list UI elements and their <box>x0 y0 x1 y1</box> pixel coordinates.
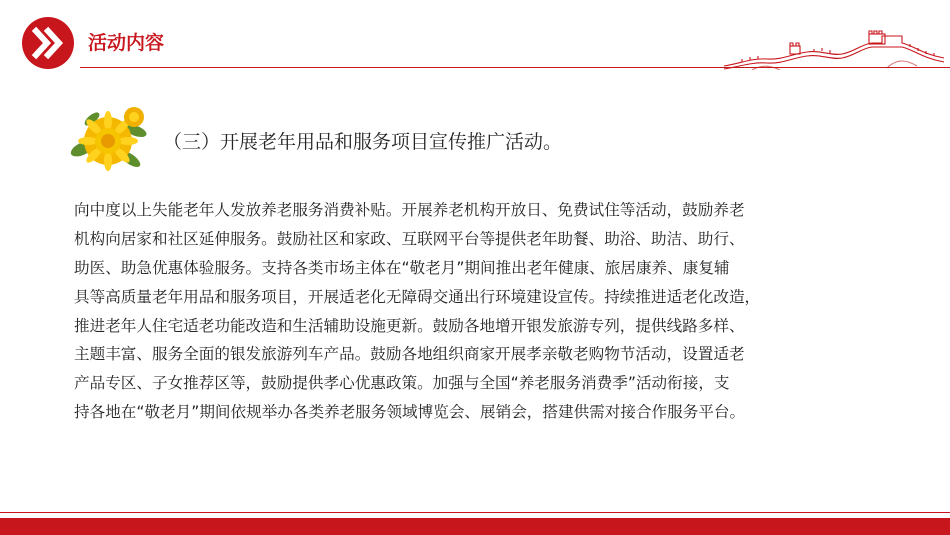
paragraph-line: 助医、助急优惠体验服务。支持各类市场主体在“敬老月”期间推出老年健康、旅居康养、康复辅 <box>74 258 730 277</box>
paragraph-line: 具等高质量老年用品和服务项目，开展适老化无障碍交通出行环境建设宣传。持续推进适老化改造， <box>74 287 761 306</box>
paragraph-line: 产品专区、子女推荐区等，鼓励提供孝心优惠政策。加强与全国“养老服务消费季”活动衔接，支 <box>74 374 730 393</box>
paragraph-line: 持各地在“敬老月”期间依规举办各类养老服务领域博览会、展销会，搭建供需对接合作服务平台。 <box>74 403 746 422</box>
logo-badge <box>22 17 74 69</box>
paragraph-line: 向中度以上失能老年人发放养老服务消费补贴。开展养老机构开放日、免费试住等活动，鼓励养老 <box>74 201 745 219</box>
header <box>0 0 950 90</box>
double-chevron-right-icon <box>22 17 74 69</box>
body-paragraph <box>74 196 874 427</box>
great-wall-icon <box>722 28 947 70</box>
section-subtitle: （三）开展老年用品和服务项目宣传推广活动。 <box>163 131 563 153</box>
footer-divider <box>0 512 950 513</box>
paragraph-line: 机构向居家和社区延伸服务。鼓励社区和家政、互联网平台等提供老年助餐、助浴、助洁、助行、 <box>74 229 745 248</box>
page-title: 活动内容 <box>88 32 165 54</box>
paragraph-line: 推进老年人住宅适老功能改造和生活辅助设施更新。鼓励各地增开银发旅游专列，提供线路多样、 <box>74 316 745 335</box>
chrysanthemum-flower-icon <box>70 103 148 175</box>
footer-bar <box>0 518 950 535</box>
paragraph-line: 主题丰富、服务全面的银发旅游列车产品。鼓励各地组织商家开展孝亲敬老购物节活动，设置适老 <box>74 345 745 364</box>
